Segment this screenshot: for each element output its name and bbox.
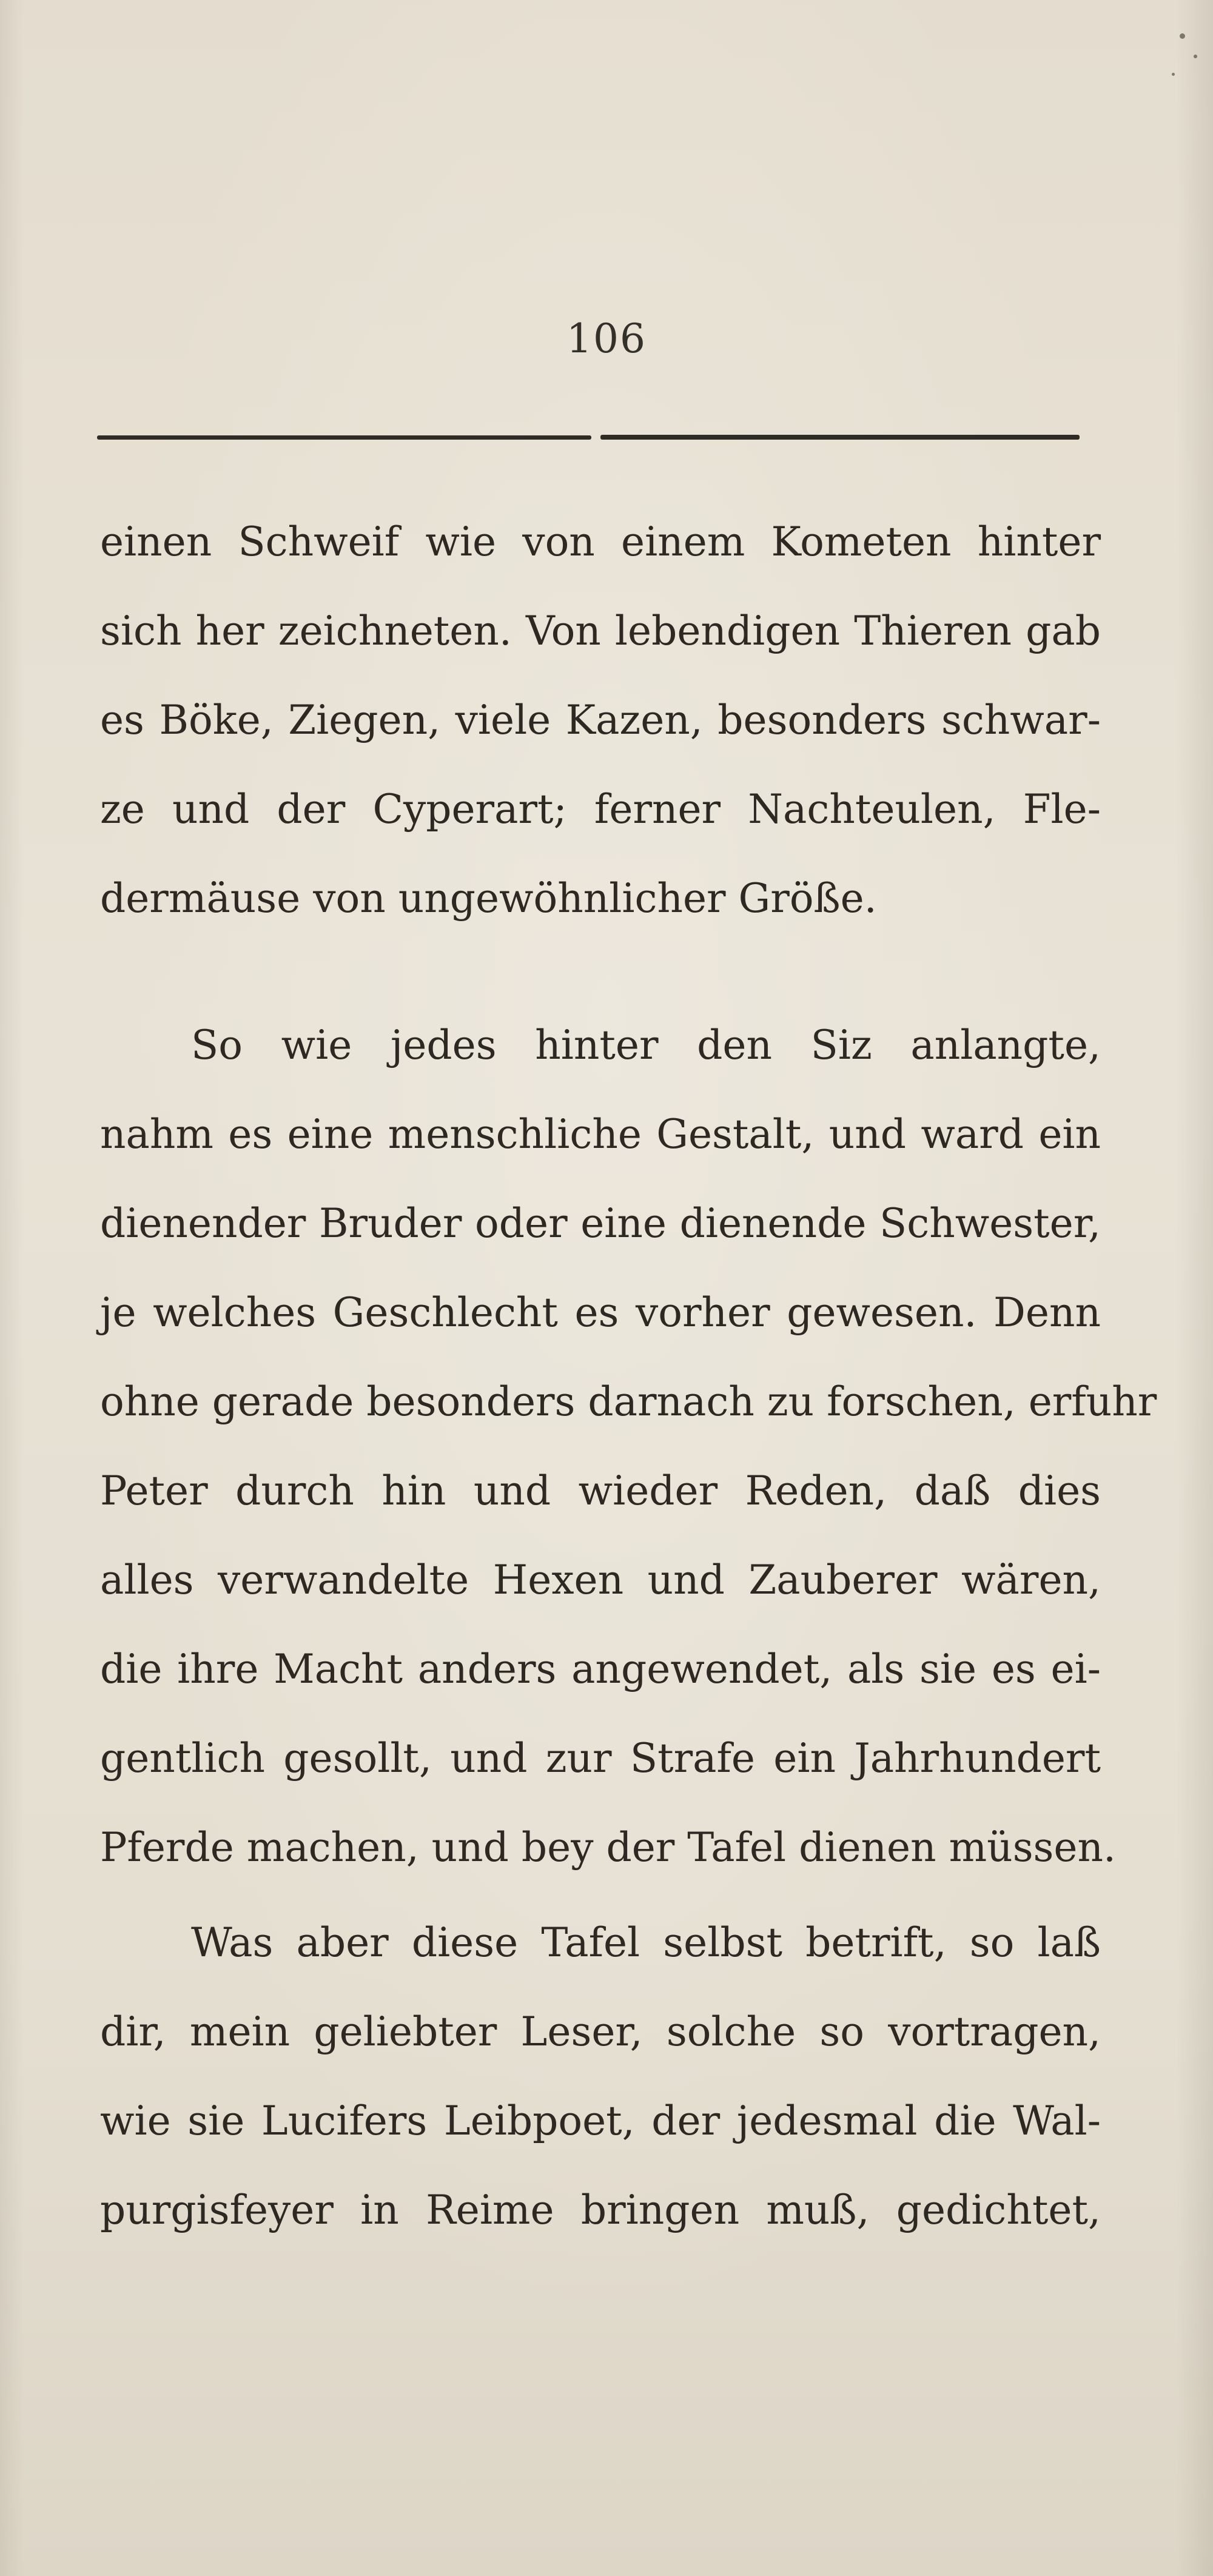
- text-line: Was aber diese Tafel selbst betrift, so laß: [191, 1919, 1101, 1966]
- header-rule-segment-left: [97, 435, 591, 440]
- paper-speck: [1194, 55, 1197, 58]
- text-line: die ihre Macht anders angewendet, als sie es ei-: [100, 1646, 1101, 1692]
- text-line: wie sie Lucifers Leibpoet, der jedesmal die Wal-: [100, 2098, 1101, 2144]
- text-line: dir, mein geliebter Leser, solche so vortragen,: [100, 2008, 1101, 2055]
- text-line: Pferde machen, und bey der Tafel dienen müssen.: [100, 1824, 1116, 1871]
- text-line: purgisfeyer in Reime bringen muß, gedichtet,: [100, 2187, 1101, 2233]
- text-line: So wie jedes hinter den Siz anlangte,: [191, 1022, 1101, 1068]
- text-line: es Böke, Ziegen, viele Kazen, besonders schwar-: [100, 697, 1101, 743]
- paragraph-2: [100, 1001, 1157, 1892]
- text-line: je welches Geschlecht es vorher gewesen. Denn: [100, 1289, 1101, 1336]
- paragraph-3: [100, 1898, 1101, 2255]
- header-rule-segment-right: [600, 435, 1080, 440]
- text-line: dienender Bruder oder eine dienende Schwester,: [100, 1200, 1101, 1247]
- paragraph-1: [100, 497, 1101, 943]
- header-rule: [97, 434, 1080, 440]
- paper-speck: [1172, 73, 1175, 76]
- page-edge-shadow-left: [0, 0, 24, 2576]
- text-line: alles verwandelte Hexen und Zauberer wären,: [100, 1557, 1101, 1603]
- text-line: ze und der Cyperart; ferner Nachteulen, Fle-: [100, 786, 1101, 833]
- text-line: sich her zeichneten. Von lebendigen Thieren gab: [100, 608, 1101, 654]
- text-line: dermäuse von ungewöhnlicher Größe.: [100, 875, 877, 922]
- page-number: 106: [566, 315, 647, 362]
- paper-speck: [1180, 33, 1185, 39]
- text-line: gentlich gesollt, und zur Strafe ein Jahrhundert: [100, 1735, 1101, 1782]
- text-line: Peter durch hin und wieder Reden, daß dies: [100, 1467, 1101, 1514]
- page-edge-shadow-right: [1177, 0, 1213, 2576]
- text-line: nahm es eine menschliche Gestalt, und ward ein: [100, 1111, 1101, 1158]
- text-line: ohne gerade besonders darnach zu forschen, erfuhr: [100, 1378, 1157, 1425]
- text-line: einen Schweif wie von einem Kometen hinter: [100, 518, 1101, 565]
